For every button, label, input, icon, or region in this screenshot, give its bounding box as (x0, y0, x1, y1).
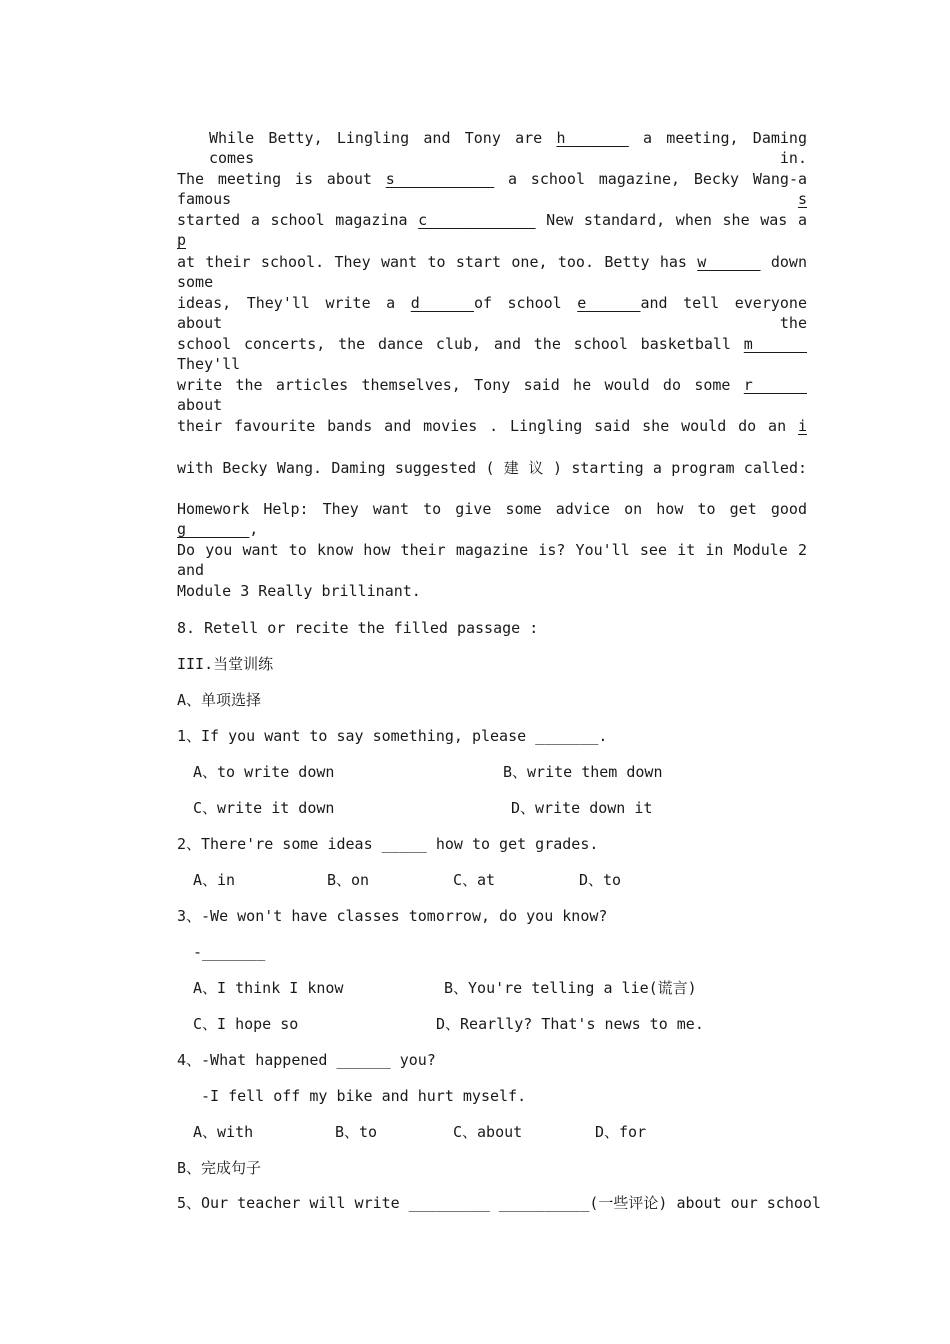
passage-blank: s___________ (385, 170, 495, 188)
passage-line (177, 334, 807, 374)
q1-option-c: C、write it down (193, 799, 335, 817)
passage-text: New standard, when she was a (535, 211, 807, 229)
passage-line (177, 293, 807, 333)
passage-text: their favourite bands and movies . Lingling said she would do an (177, 417, 798, 435)
part-a-heading: A、单项选择 (177, 691, 262, 709)
q2-option-b: B、on (327, 871, 370, 889)
passage-blank: c____________ (418, 211, 536, 229)
item-8-instruction: 8. Retell or recite the filled passage : (177, 619, 539, 637)
passage-blank: p (177, 231, 187, 249)
passage-line (177, 210, 807, 250)
passage-text: school concerts, the dance club, and the school basketball (177, 335, 744, 353)
question-2: 2、There're some ideas _____ how to get grades. (177, 835, 599, 853)
section-heading-classroom-practice: III.当堂训练 (177, 655, 274, 673)
passage-line (177, 252, 807, 292)
passage-text: started a school magazina (177, 211, 419, 229)
passage-text: of school (473, 294, 578, 312)
passage-line (177, 581, 807, 601)
passage-text: The meeting is about (177, 170, 386, 188)
passage-blank: g_______ (177, 520, 250, 538)
q4-option-c: C、about (453, 1123, 523, 1141)
passage-blank: s (797, 190, 807, 208)
passage-text: at their school. They want to start one, too. Betty has (177, 253, 698, 271)
passage-text: write the articles themselves, Tony said he would do some (177, 376, 744, 394)
passage-text: ideas, They'll write a (177, 294, 411, 312)
passage-line (177, 499, 807, 539)
passage-line (177, 169, 807, 209)
passage-text: a meeting, Daming comes in. (209, 129, 807, 167)
q1-option-d: D、write down it (511, 799, 653, 817)
question-4: 4、-What happened ______ you? (177, 1051, 436, 1069)
passage-text: While Betty, Lingling and Tony are (209, 129, 557, 147)
q1-option-a: A、to write down (193, 763, 335, 781)
q1-option-b: B、write them down (503, 763, 663, 781)
passage-blank: i (797, 417, 807, 435)
q2-option-a: A、in (193, 871, 236, 889)
part-b-heading: B、完成句子 (177, 1159, 262, 1177)
passage-line (177, 416, 807, 436)
q4-option-b: B、to (335, 1123, 378, 1141)
passage-text: They'll (177, 355, 241, 373)
passage-blank: h_______ (556, 129, 629, 147)
passage-blank: d______ (410, 294, 474, 312)
passage-blank: r______ (743, 376, 807, 394)
passage-text: with Becky Wang. Daming suggested ( 建 议 ) starting a program called: (177, 459, 807, 477)
passage-blank: w______ (697, 253, 761, 271)
passage-text: Homework Help: They want to give some advice on how to get good (177, 500, 807, 518)
q3-option-d: D、Rearlly? That's news to me. (436, 1015, 704, 1033)
passage-text: Module 3 Really brillinant. (177, 582, 421, 600)
question-5: 5、Our teacher will write _________ __________(一些评论) about our school (177, 1194, 821, 1212)
q3-option-b: B、You're telling a lie(谎言) (444, 979, 697, 997)
passage-line (177, 540, 807, 580)
passage-text: and tell everyone about the (177, 294, 807, 332)
passage-text: , (249, 520, 259, 538)
question-3: 3、-We won't have classes tomorrow, do you know? (177, 907, 608, 925)
q2-option-d: D、to (579, 871, 622, 889)
q3-answer-blank: -_______ (193, 943, 266, 961)
passage-line (177, 375, 807, 415)
question-1: 1、If you want to say something, please _______. (177, 727, 608, 745)
q3-option-a: A、I think I know (193, 979, 344, 997)
passage-blank: m______ (743, 335, 807, 353)
passage-blank: e______ (577, 294, 641, 312)
q2-option-c: C、at (453, 871, 496, 889)
q4-response: -I fell off my bike and hurt myself. (201, 1087, 527, 1105)
passage-text: about (177, 396, 223, 414)
q4-option-d: D、for (595, 1123, 647, 1141)
passage-text: a school magazine, Becky Wang-a famous (177, 170, 808, 208)
q4-option-a: A、with (193, 1123, 254, 1141)
passage-text: Do you want to know how their magazine is? You'll see it in Module 2 and (177, 541, 807, 579)
passage-text: down some (177, 253, 807, 291)
passage-line (209, 128, 807, 168)
q3-option-c: C、I hope so (193, 1015, 299, 1033)
passage-line (177, 458, 807, 478)
